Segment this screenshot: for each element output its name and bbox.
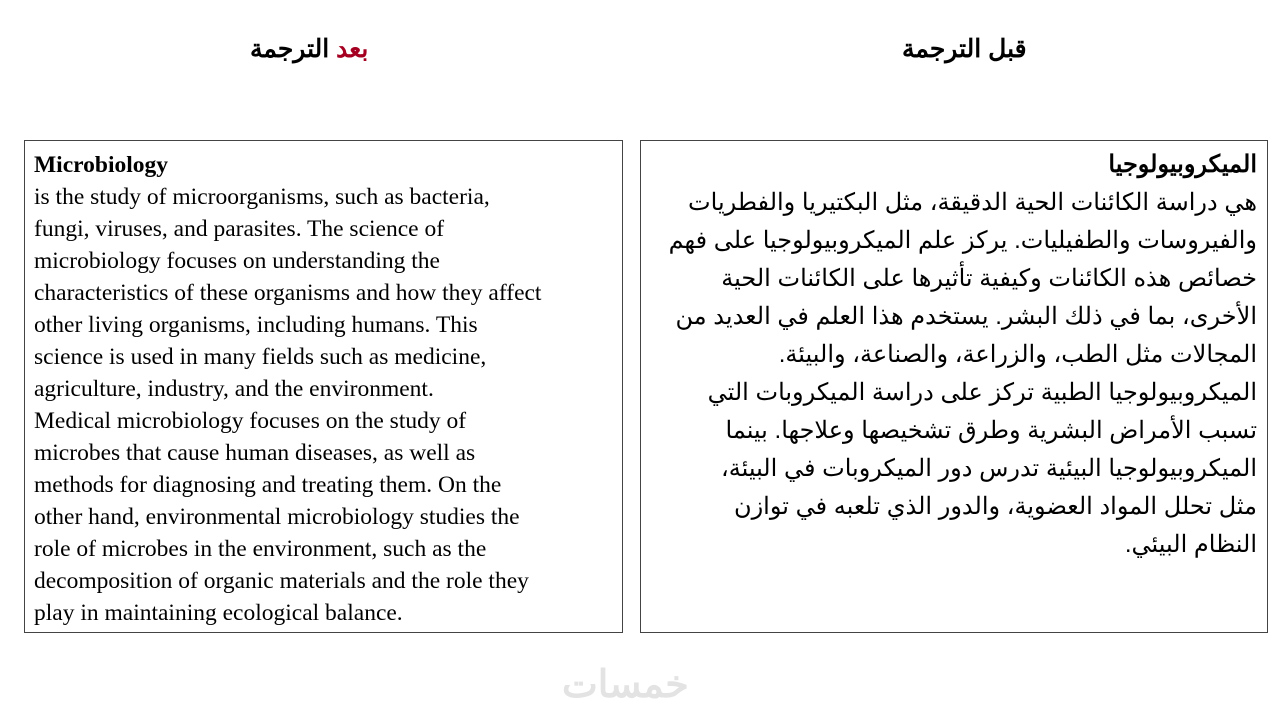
text-line: play in maintaining ecological balance. [34,600,403,626]
text-line: الأخرى، بما في ذلك البشر. يستخدم هذا العلم في العديد من [675,303,1257,330]
text-line: والفيروسات والطفيليات. يركز علم الميكروبيولوجيا على فهم [668,227,1257,254]
text-line: microbiology focuses on understanding the [34,248,440,274]
text-line: other living organisms, including humans. This [34,312,478,338]
text-line: Medical microbiology focuses on the study of [34,408,467,434]
text-line: الميكروبيولوجيا البيئية تدرس دور الميكروبات في البيئة، [720,455,1257,482]
text-line: microbes that cause human diseases, as well as [34,440,476,466]
text-line: المجالات مثل الطب، والزراعة، والصناعة، والبيئة. [778,341,1257,368]
text-line: هي دراسة الكائنات الحية الدقيقة، مثل البكتيريا والفطريات [688,189,1257,216]
text-line: methods for diagnosing and treating them. On the [34,472,502,498]
text-line: تسبب الأمراض البشرية وطرق تشخيصها وعلاجها. بينما [725,417,1257,444]
text-line: مثل تحلل المواد العضوية، والدور الذي تلعبه في توازن [733,493,1257,520]
arabic-body [641,184,1257,564]
english-text-box [24,140,623,633]
english-title: Microbiology [34,152,169,178]
text-line: decomposition of organic materials and the role they [34,568,529,594]
text-line: fungi, viruses, and parasites. The science of [34,216,445,242]
text-line: الميكروبيولوجيا الطبية تركز على دراسة الميكروبات التي [707,379,1257,406]
khamsat-watermark-logo: خمسات [562,664,689,706]
arabic-title: الميكروبيولوجيا [1108,151,1257,178]
translation-word: الترجمة [250,35,337,63]
text-line: agriculture, industry, and the environment. [34,376,434,402]
text-line: role of microbes in the environment, such as the [34,536,487,562]
text-line: science is used in many fields such as medicine, [34,344,487,370]
arabic-text-box [640,140,1268,633]
after-word: بعد [336,35,369,63]
before-translation-heading: قبل الترجمة [902,35,1027,63]
after-translation-heading [250,34,368,64]
text-line: characteristics of these organisms and how they affect [34,280,542,306]
text-line: النظام البيئي. [1124,531,1257,558]
text-line: is the study of microorganisms, such as bacteria, [34,184,490,210]
text-line: خصائص هذه الكائنات وكيفية تأثيرها على الكائنات الحية [721,265,1257,292]
english-body [34,181,622,629]
text-line: other hand, environmental microbiology studies the [34,504,520,530]
